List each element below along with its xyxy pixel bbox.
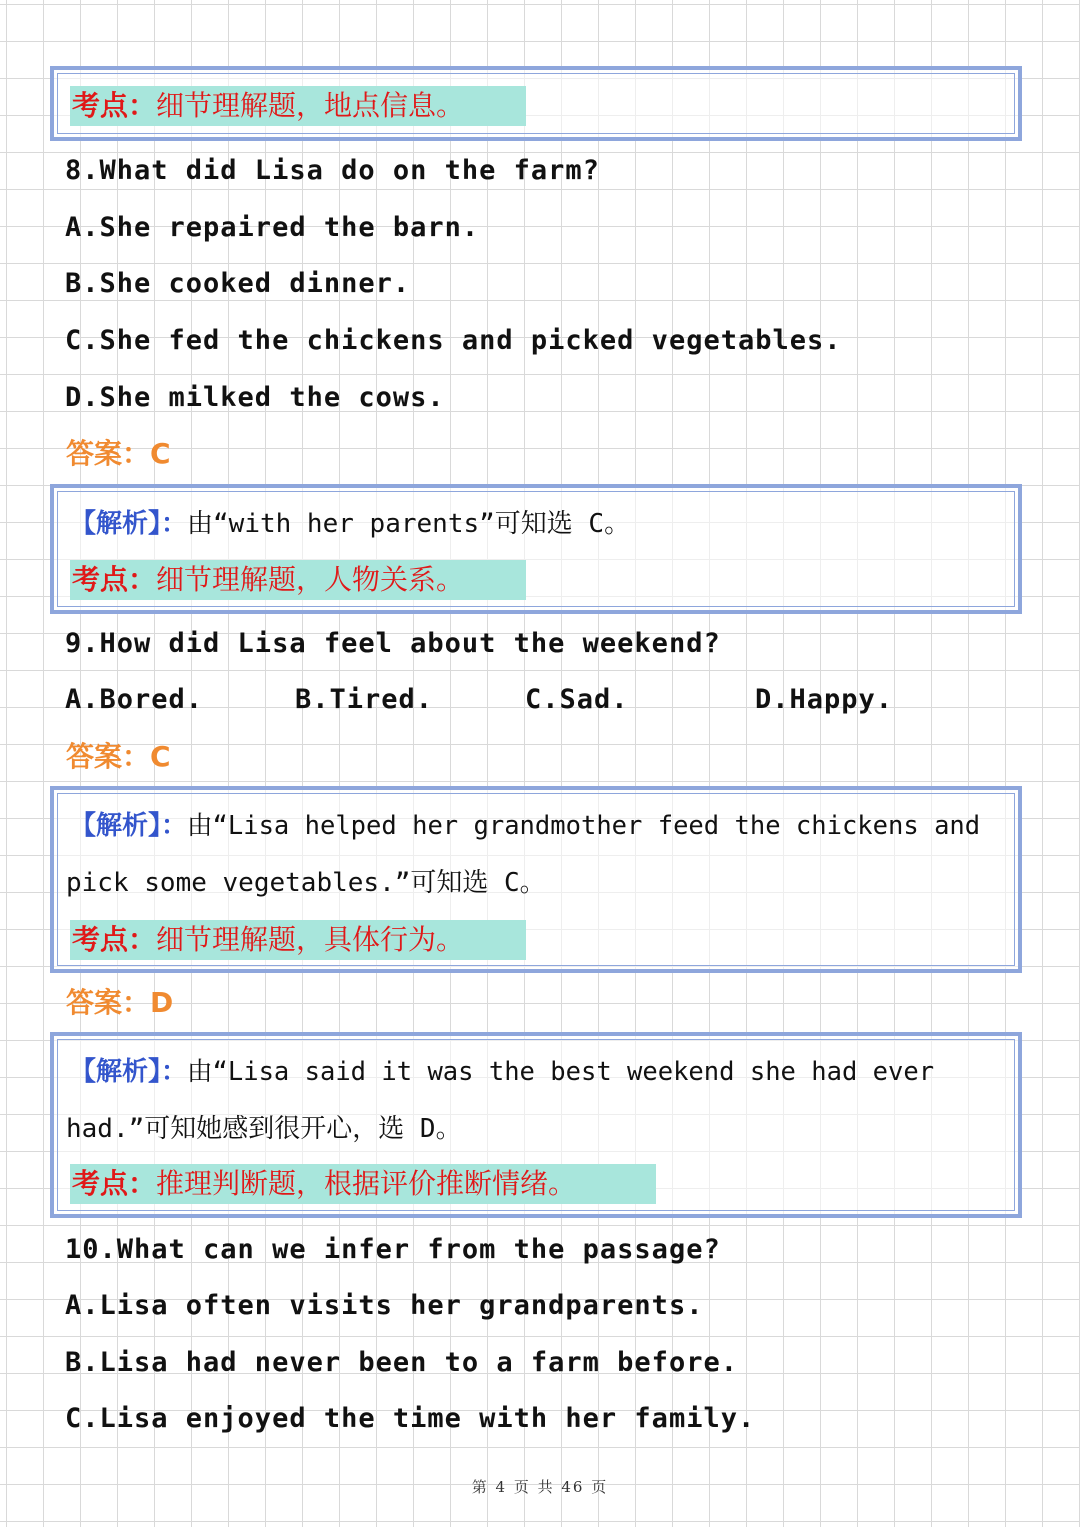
analysis-label: 【解析】： [70, 509, 188, 539]
key-point-highlight [70, 1164, 656, 1204]
key-point-highlight [70, 86, 526, 126]
analysis-line [70, 1054, 934, 1090]
option-b: B.She cooked dinner. [65, 268, 411, 299]
option-d: D.She milked the cows. [65, 382, 445, 413]
analysis-text: 由“Lisa said it was the best weekend she had ever [187, 1057, 935, 1087]
key-point-text: 细节理解题，地点信息。 [156, 89, 465, 122]
analysis-label: 【解析】： [70, 811, 188, 841]
answer-label: 答案：D [66, 986, 174, 1019]
option-a: A.She repaired the barn. [65, 212, 480, 243]
analysis-text: 由“with her parents”可知选 C。 [187, 509, 631, 539]
key-point-text: 推理判断题，根据评价推断情绪。 [156, 1167, 577, 1200]
analysis-text: 由“Lisa helped her grandmother feed the chickens and [187, 811, 981, 841]
option-a: A.Lisa often visits her grandparents. [65, 1290, 704, 1321]
option-c: C.She fed the chickens and picked vegetables. [65, 325, 842, 356]
key-point-text: 细节理解题，具体行为。 [156, 923, 465, 956]
page-number: 第 4 页 共 46 页 [471, 1478, 609, 1496]
key-point-label: 考点： [72, 563, 157, 596]
analysis-box [50, 66, 1022, 141]
key-point-label: 考点： [72, 1167, 157, 1200]
option-a: A.Bored. [65, 684, 204, 715]
option-b: B.Lisa had never been to a farm before. [65, 1347, 738, 1378]
analysis-box [50, 786, 1022, 973]
question-10: 10.What can we infer from the passage? [65, 1234, 721, 1265]
key-point-highlight [70, 560, 526, 600]
option-c: C.Lisa enjoyed the time with her family. [65, 1403, 756, 1434]
analysis-box [50, 1032, 1022, 1218]
key-point-label: 考点： [72, 923, 157, 956]
option-c: C.Sad. [525, 684, 629, 715]
key-point-text: 细节理解题，人物关系。 [156, 563, 465, 596]
analysis-label: 【解析】： [70, 1057, 188, 1087]
analysis-line [70, 506, 630, 542]
analysis-line: pick some vegetables.”可知选 C。 [66, 868, 546, 898]
option-d: D.Happy. [755, 684, 894, 715]
key-point-label: 考点： [72, 89, 157, 122]
analysis-line: had.”可知她感到很开心，选 D。 [66, 1114, 462, 1144]
key-point-highlight [70, 920, 526, 960]
analysis-line [70, 808, 980, 844]
answer-label: 答案：C [66, 740, 171, 773]
question-8: 8.What did Lisa do on the farm? [65, 155, 600, 186]
option-b: B.Tired. [295, 684, 434, 715]
analysis-box [50, 484, 1022, 614]
answer-label: 答案：C [66, 437, 171, 470]
question-9: 9.How did Lisa feel about the weekend? [65, 628, 721, 659]
